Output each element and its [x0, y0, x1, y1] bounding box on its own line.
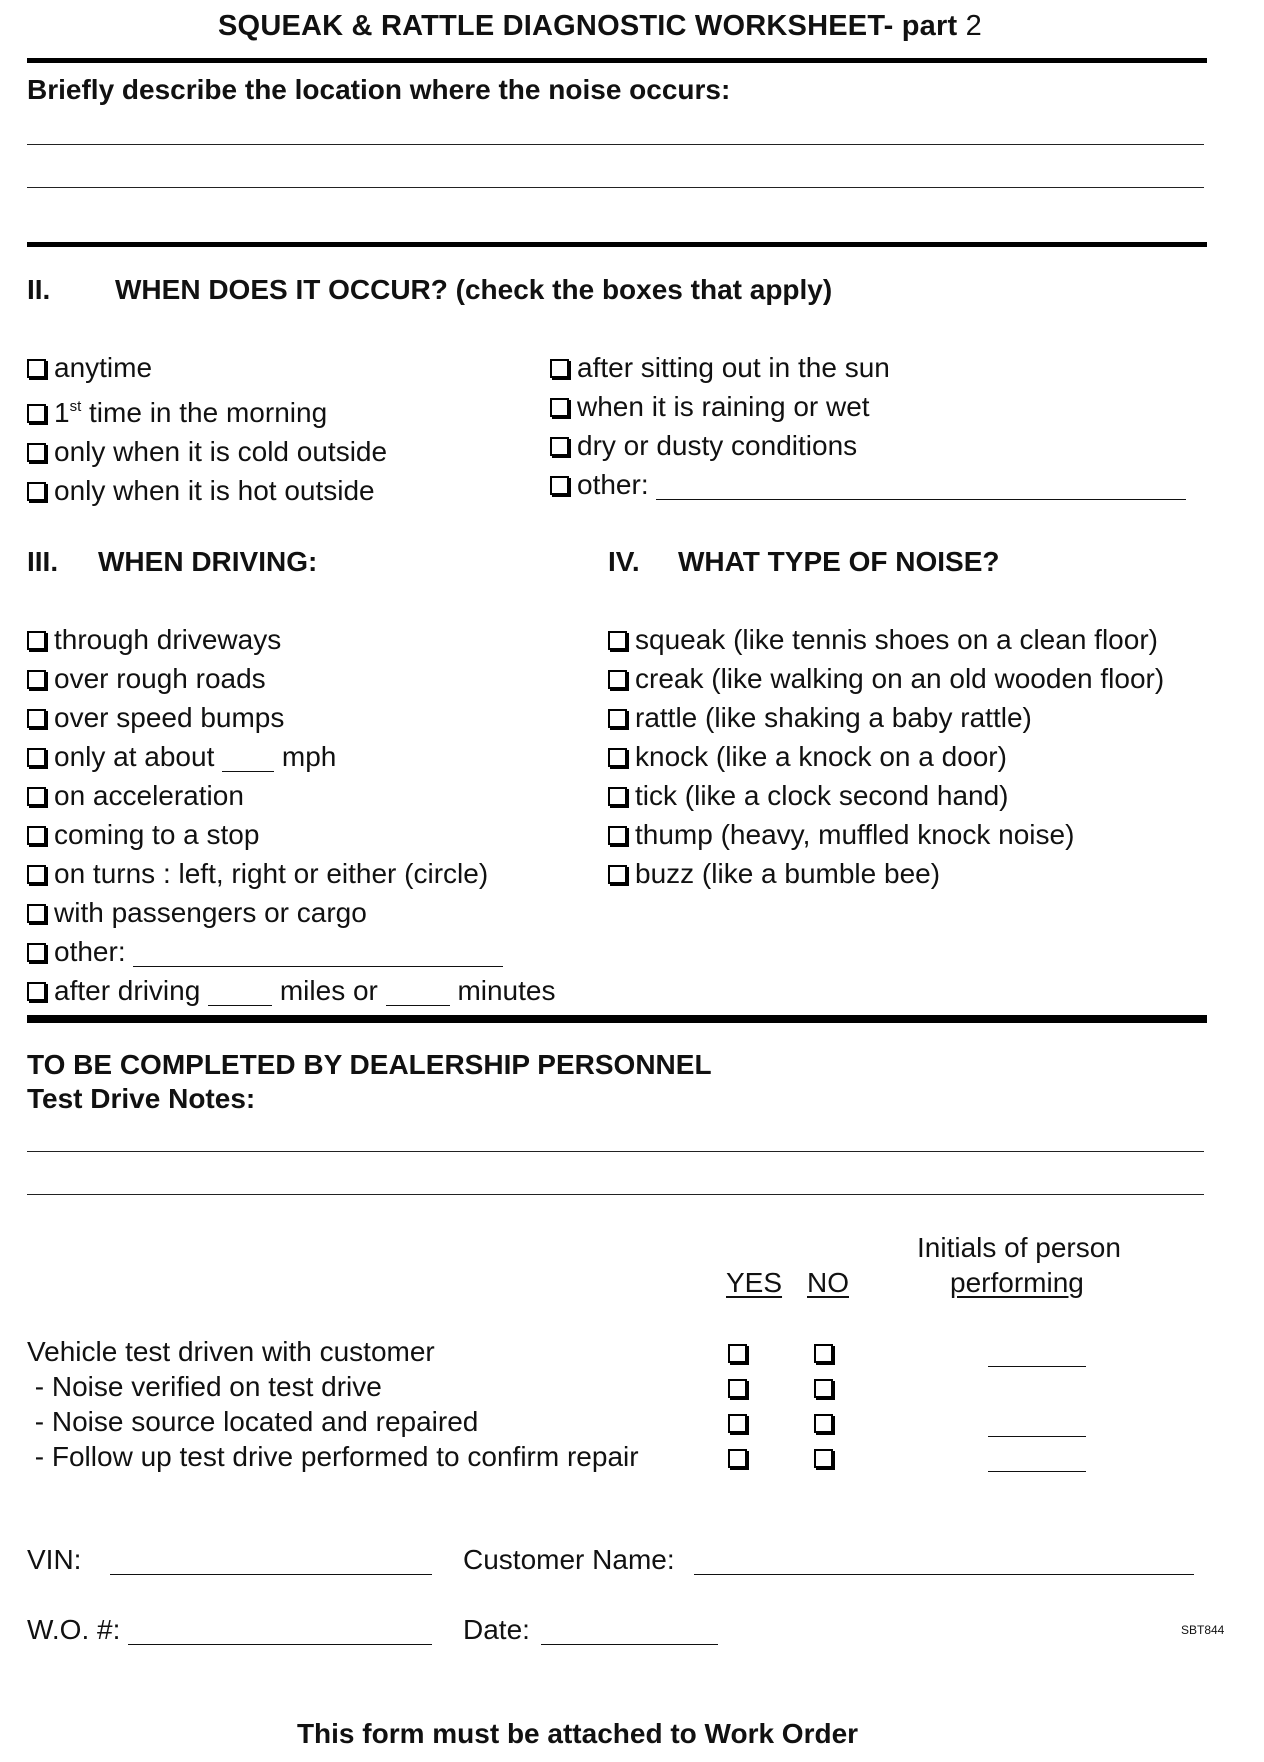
checkbox-coming-to-stop[interactable] — [27, 815, 555, 854]
option-label: only at about — [54, 741, 215, 772]
checkbox-squeak[interactable] — [608, 620, 1164, 659]
option-label: after sitting out in the sun — [577, 352, 890, 383]
checkbox-acceleration[interactable] — [27, 776, 555, 815]
checkbox-sun[interactable] — [550, 348, 1186, 387]
option-label: after driving — [54, 975, 201, 1006]
date-field[interactable] — [541, 1644, 718, 1645]
checkbox-on-turns[interactable] — [27, 854, 555, 893]
yes-checkbox-row2[interactable] — [728, 1379, 747, 1398]
checkbox-icon[interactable] — [27, 943, 46, 962]
notes-line-1[interactable] — [27, 1151, 1204, 1152]
checkbox-passengers-cargo[interactable] — [27, 893, 555, 932]
initials-field-row1[interactable] — [988, 1366, 1086, 1367]
option-label: other: — [577, 469, 649, 500]
section2-numeral: II. — [27, 274, 51, 305]
divider — [27, 1015, 1207, 1023]
option-label: 1 — [54, 397, 70, 428]
checkbox-creak[interactable] — [608, 659, 1164, 698]
no-checkbox-row1[interactable] — [814, 1344, 833, 1363]
title-part: part — [901, 10, 958, 42]
section2-heading: WHEN DOES IT OCCUR? (check the boxes that apply) — [115, 274, 833, 305]
row-follow-up: - Follow up test drive performed to confirm repair — [27, 1441, 639, 1472]
section3-list — [27, 620, 555, 1010]
checkbox-icon[interactable] — [608, 709, 627, 728]
row-noise-verified: - Noise verified on test drive — [27, 1371, 382, 1402]
option-label: on turns : left, right or either (circle) — [54, 858, 489, 889]
location-line-2[interactable] — [27, 187, 1204, 188]
col-initials-line2: performing — [950, 1267, 1084, 1298]
option-label: over speed bumps — [54, 702, 285, 733]
form-code: SBT844 — [1181, 1623, 1225, 1637]
page-title — [0, 10, 1200, 43]
option-label: only when it is hot outside — [54, 475, 375, 506]
option-label: miles or — [279, 975, 378, 1006]
initials-field-row3[interactable] — [988, 1436, 1086, 1437]
option-label: coming to a stop — [54, 819, 260, 850]
checkbox-icon[interactable] — [27, 865, 46, 884]
customer-name-label: Customer Name: — [463, 1544, 675, 1575]
checkbox-other-conditions[interactable] — [550, 465, 1186, 504]
wo-label: W.O. #: — [27, 1614, 121, 1645]
checkbox-icon[interactable] — [27, 787, 46, 806]
option-label: on acceleration — [54, 780, 244, 811]
title-part-number: 2 — [965, 10, 982, 42]
checkbox-icon[interactable] — [550, 476, 569, 495]
checkbox-icon[interactable] — [27, 404, 46, 423]
checkbox-icon[interactable] — [27, 904, 46, 923]
checkbox-after-driving[interactable] — [27, 971, 555, 1010]
checkbox-icon[interactable] — [27, 826, 46, 845]
checkbox-icon[interactable] — [608, 670, 627, 689]
option-label: only when it is cold outside — [54, 436, 388, 467]
location-prompt: Briefly describe the location where the noise occurs: — [27, 74, 731, 105]
checkbox-first-time-morning[interactable] — [27, 387, 387, 432]
option-label: squeak (like tennis shoes on a clean floor) — [635, 624, 1158, 655]
miles-field[interactable] — [208, 979, 272, 1006]
checkbox-icon[interactable] — [27, 982, 46, 1001]
col-yes: YES — [726, 1267, 783, 1298]
section2-left-list — [27, 348, 387, 510]
speed-field[interactable] — [222, 745, 274, 772]
row-noise-repaired: - Noise source located and repaired — [27, 1406, 479, 1437]
checkbox-speed-bumps[interactable] — [27, 698, 555, 737]
checkbox-buzz[interactable] — [608, 854, 1164, 893]
other-conditions-field[interactable] — [656, 473, 1186, 500]
checkbox-rough-roads[interactable] — [27, 659, 555, 698]
checkbox-icon[interactable] — [608, 826, 627, 845]
checkbox-icon[interactable] — [27, 709, 46, 728]
col-no: NO — [807, 1267, 849, 1298]
yes-checkbox-row3[interactable] — [728, 1414, 747, 1433]
date-label: Date: — [463, 1614, 530, 1645]
checkbox-dusty[interactable] — [550, 426, 1186, 465]
checkbox-icon[interactable] — [550, 398, 569, 417]
no-checkbox-row3[interactable] — [814, 1414, 833, 1433]
checkbox-hot-outside[interactable] — [27, 471, 387, 510]
checkbox-icon[interactable] — [608, 748, 627, 767]
yes-checkbox-row1[interactable] — [728, 1344, 747, 1363]
option-label: minutes — [457, 975, 556, 1006]
checkbox-icon[interactable] — [608, 631, 627, 650]
row-test-driven: Vehicle test driven with customer — [27, 1336, 435, 1367]
vin-label: VIN: — [27, 1544, 82, 1575]
option-label: dry or dusty conditions — [577, 430, 858, 461]
location-line-1[interactable] — [27, 144, 1204, 145]
checkbox-icon[interactable] — [27, 631, 46, 650]
checkbox-icon[interactable] — [608, 865, 627, 884]
checkbox-raining[interactable] — [550, 387, 1186, 426]
checkbox-other-driving[interactable] — [27, 932, 555, 971]
option-label: over rough roads — [54, 663, 266, 694]
no-checkbox-row4[interactable] — [814, 1449, 833, 1468]
option-label: rattle (like shaking a baby rattle) — [635, 702, 1032, 733]
dealership-heading: TO BE COMPLETED BY DEALERSHIP PERSONNEL — [27, 1049, 712, 1080]
section3-numeral: III. — [27, 546, 59, 577]
checkbox-tick[interactable] — [608, 776, 1164, 815]
title-main: SQUEAK & RATTLE DIAGNOSTIC WORKSHEET- — [218, 10, 894, 42]
checkbox-at-speed[interactable] — [27, 737, 555, 776]
option-label: with passengers or cargo — [54, 897, 367, 928]
customer-name-field[interactable] — [694, 1574, 1194, 1575]
checkbox-driveways[interactable] — [27, 620, 555, 659]
checkbox-icon[interactable] — [27, 443, 46, 462]
option-label: tick (like a clock second hand) — [635, 780, 1009, 811]
checkbox-icon[interactable] — [550, 359, 569, 378]
section4-heading: WHAT TYPE OF NOISE? — [678, 546, 1000, 577]
wo-field[interactable] — [128, 1644, 432, 1645]
vin-field[interactable] — [110, 1574, 432, 1575]
checkbox-rattle[interactable] — [608, 698, 1164, 737]
checkbox-icon[interactable] — [27, 670, 46, 689]
checkbox-icon[interactable] — [27, 748, 46, 767]
option-label: time in the morning — [81, 397, 328, 428]
col-initials-line1: Initials of person — [917, 1232, 1121, 1263]
option-label: mph — [281, 741, 337, 772]
test-drive-notes-label: Test Drive Notes: — [27, 1083, 256, 1114]
notes-line-2[interactable] — [27, 1194, 1204, 1195]
yes-checkbox-row4[interactable] — [728, 1449, 747, 1468]
other-driving-field[interactable] — [133, 940, 503, 967]
superscript: st — [69, 398, 82, 415]
checkbox-anytime[interactable] — [27, 348, 387, 387]
checkbox-thump[interactable] — [608, 815, 1164, 854]
initials-field-row4[interactable] — [988, 1471, 1086, 1472]
checkbox-icon[interactable] — [27, 359, 46, 378]
checkbox-cold-outside[interactable] — [27, 432, 387, 471]
option-label: knock (like a knock on a door) — [635, 741, 1007, 772]
footer-note: This form must be attached to Work Order — [296, 1718, 859, 1749]
checkbox-icon[interactable] — [608, 787, 627, 806]
section4-list — [608, 620, 1164, 893]
checkbox-knock[interactable] — [608, 737, 1164, 776]
option-label: other: — [54, 936, 126, 967]
option-label: buzz (like a bumble bee) — [635, 858, 941, 889]
checkbox-icon[interactable] — [27, 482, 46, 501]
divider — [27, 58, 1207, 63]
section4-numeral: IV. — [608, 546, 640, 577]
option-label: thump (heavy, muffled knock noise) — [635, 819, 1075, 850]
section2-right-list — [550, 348, 1186, 504]
option-label: creak (like walking on an old wooden floor) — [635, 663, 1165, 694]
minutes-field[interactable] — [386, 979, 450, 1006]
divider — [27, 242, 1207, 247]
option-label: through driveways — [54, 624, 282, 655]
checkbox-icon[interactable] — [550, 437, 569, 456]
no-checkbox-row2[interactable] — [814, 1379, 833, 1398]
option-label: when it is raining or wet — [577, 391, 870, 422]
section3-heading: WHEN DRIVING: — [98, 546, 318, 577]
option-label: anytime — [54, 352, 153, 383]
